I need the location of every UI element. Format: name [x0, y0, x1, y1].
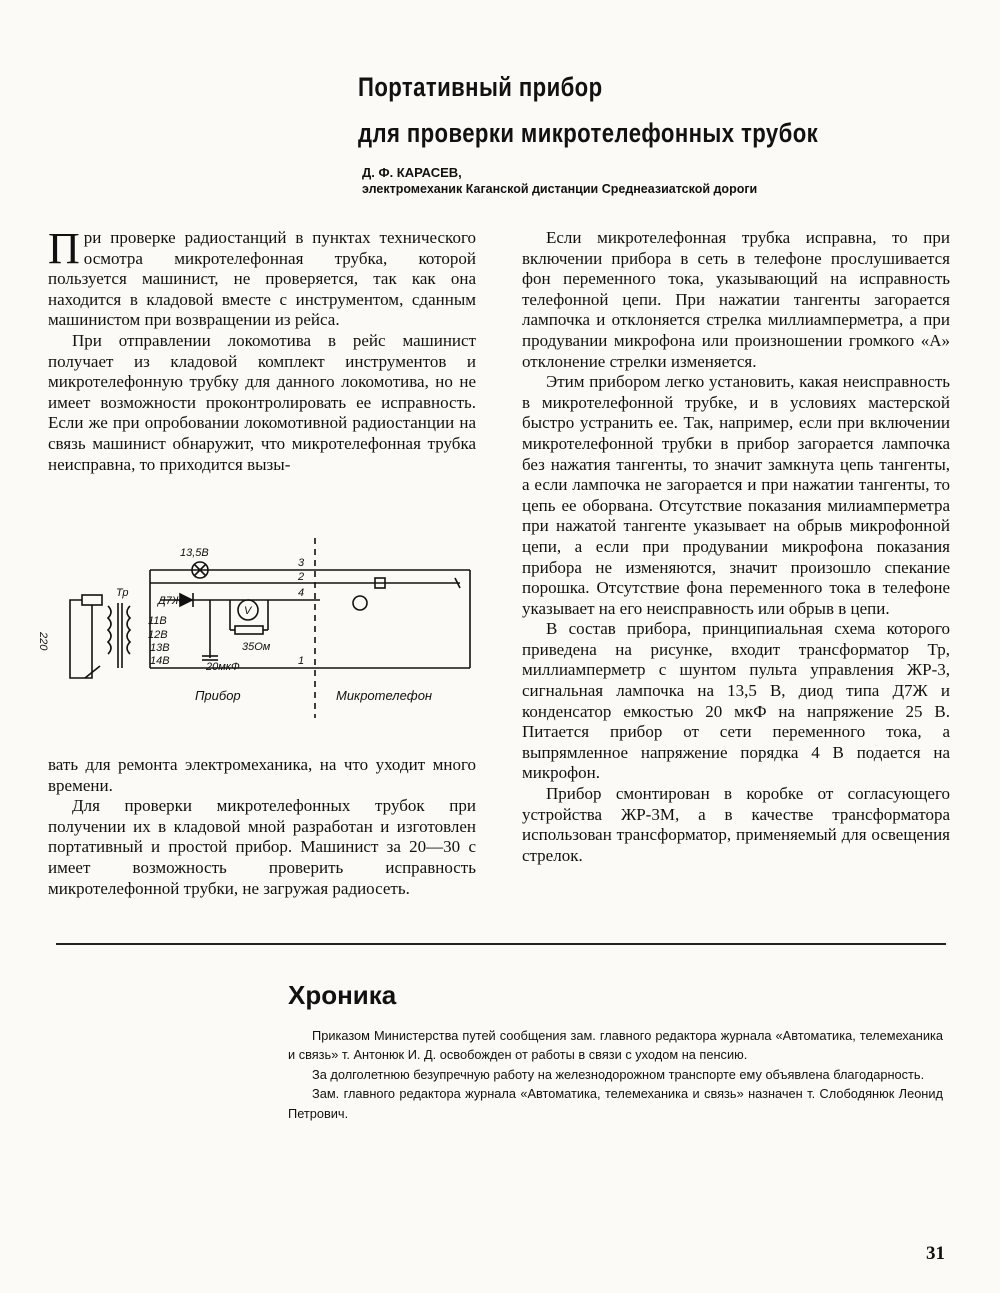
diode-label: Д7Ж: [158, 595, 182, 607]
microphone-symbol: [353, 596, 367, 610]
paragraph-intro-text: ри проверке радиостанций в пунктах технического осмотра микротелефонная трубка, которой пользуется машинист, не проверяется, так как она находится в кладовой вместе с инструментом, сданным машинистом при возвращении из рейса.: [48, 228, 476, 330]
paragraph-continued: вать для ремонта электромеханика, на что уходит много времени.: [48, 755, 476, 795]
chronicle-title: Хроника: [288, 980, 397, 1010]
title-line-1: Портативный прибор: [358, 72, 603, 102]
chronicle-body: [288, 1026, 943, 1123]
shunt-label: 35Ом: [242, 641, 271, 653]
fuse-symbol: [82, 595, 102, 605]
left-column-bottom: [48, 755, 476, 899]
device-label: Прибор: [195, 688, 241, 703]
paragraph-device-design: Для проверки микротелефонных трубок при получении их в кладовой мной разработан и изготовлен портативный и простой прибор. Машинист за 20—30 с имеет возможность проверить исправность микротелефонной трубки, не загружая радиосеть.: [48, 796, 476, 898]
capacitor-label: 20мкФ: [206, 661, 240, 673]
page-number: 31: [926, 1243, 945, 1264]
handset-label: Микротелефон: [336, 688, 433, 703]
paragraph-components: В состав прибора, принципиальная схема которого приведена на рисунке, входит трансформатор Тр, миллиамперметр с шунтом пульта управления ЖР-3, сигнальная лампочка на 13,5 В, диод типа Д7Ж и конденсатор емкостью 20 мкФ на напряжение 25 В. Питается прибор от сети переменного тока, а выпрямленное напряжение порядка 4 В подается на микрофон.: [522, 619, 950, 783]
primary-winding: [108, 606, 111, 654]
left-column-top: [48, 224, 476, 475]
tap-13-label: 13В: [150, 642, 170, 654]
tap-12-label: 12В: [148, 629, 168, 641]
chronicle-paragraph-1: Приказом Министерства путей сообщения зам. главного редактора журнала «Автоматика, телемеханика и связь» т. Антонюк И. Д. освобожден от работы в связи с уходом на пенсию.: [288, 1028, 943, 1063]
paragraph-housing: Прибор смонтирован в коробке от согласующего устройства ЖР-3М, а в качестве трансформатора использован трансформатор, применяемый для освещения стрелок.: [522, 784, 950, 865]
paragraph-working-handset: Если микротелефонная трубка исправна, то при включении прибора в сеть в телефоне прослушивается фон переменного тока, указывающий на исправность телефонной цепи. При нажатии тангенты загорается лампочка и отклоняется стрелка миллиамперметра, а при продувании микрофона или произношении громкого «А» отклонение стрелки изменяется.: [522, 228, 950, 371]
pin-3-label: 3: [298, 557, 305, 569]
pin-1-label: 1: [298, 655, 305, 667]
pin-4-label: 4: [298, 587, 305, 599]
circuit-schematic: [30, 528, 490, 728]
paragraph-intro: [48, 224, 476, 331]
section-divider: [56, 943, 946, 945]
meter-label: V: [244, 605, 252, 617]
pin-2-label: 2: [298, 571, 305, 583]
shunt-symbol: [235, 626, 263, 634]
mains-loop: [70, 600, 92, 678]
article-title: [358, 64, 817, 156]
chronicle-paragraph-2: За долголетнюю безупречную работу на железнодорожном транспорте ему объявлена благодарность.: [312, 1066, 925, 1082]
drop-cap: П: [48, 224, 80, 273]
paragraph-locomotive: При отправлении локомотива в рейс машинист получает из кладовой комплект инструментов и микротелефонную трубку для данного локомотива, но не имеет возможности проконтролировать ее исправность. Если же при опробовании локомотивной радиостанции на связь машинист обнаружит, что микротелефонная трубка неисправна, то приходится вызы-: [48, 330, 476, 474]
mains-label: 220: [37, 632, 49, 651]
title-line-2: для проверки микротелефонных трубок: [358, 118, 819, 148]
transformer-label: Тр: [116, 587, 129, 599]
paragraph-faults: Этим прибором легко установить, какая неисправность в микротелефонной трубке, и в условиях мастерской быстро устранить ее. Так, например, если при включении микротелефонной трубки в прибор загорается лампочка без нажатия тангенты, то значит замкнута цепь тангенты, а если лампочка не загорается и при нажатии тангенты, то цепь ее оборвана. Отсутствие показания милиамперметра при нажатой тангенте указывает на обрыв микрофонной цепи, а если при продувании микрофона показания прибора не изменяются, значит произошло спекание порошка. Отсутствие фона переменного тока в телефоне указывает на его неисправность или обрыв в цепи.: [522, 372, 950, 618]
chronicle-paragraph-3: Зам. главного редактора журнала «Автоматика, телемеханика и связь» назначен т. Слободянюк Леонид Петрович.: [288, 1086, 943, 1121]
lamp-label: 13,5В: [180, 547, 209, 559]
secondary-winding: [127, 606, 130, 654]
author-role: электромеханик Каганской дистанции Среднеазиатской дороги: [362, 182, 758, 196]
author-name: Д. Ф. КАРАСЕВ,: [362, 165, 462, 180]
tap-11-label: 11В: [148, 615, 167, 627]
tap-14-label: 14В: [150, 655, 170, 667]
right-column: [522, 228, 950, 866]
